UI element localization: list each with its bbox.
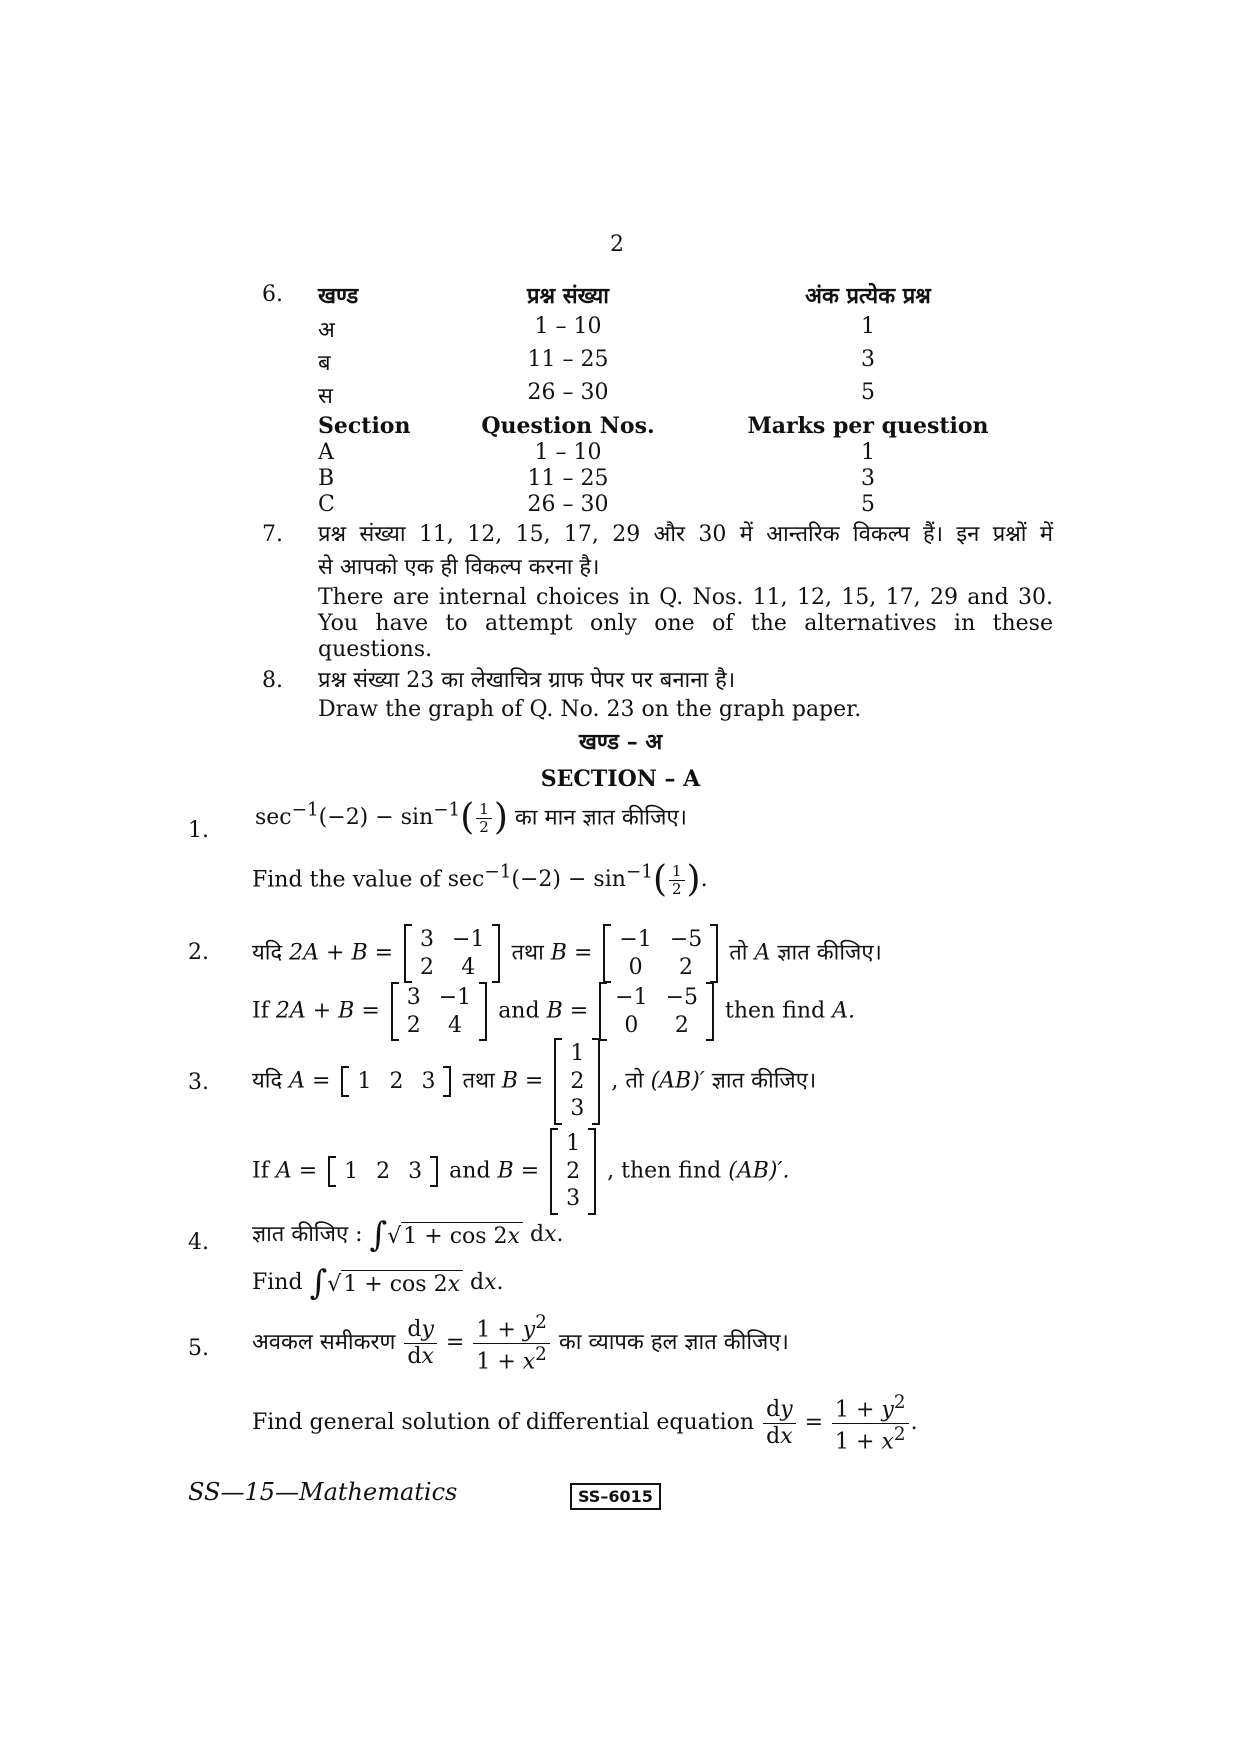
hi-header-marks: अंक प्रत्येक प्रश्न <box>805 283 931 309</box>
en-header-section: Section <box>318 413 411 439</box>
q5-hi-suffix: का व्यापक हल ज्ञात कीजिए। <box>558 1330 789 1356</box>
q2-number: 2. <box>188 940 209 965</box>
instr7-en-line3: questions. <box>318 637 433 662</box>
q3-hi-line: यदि A = 1 2 3 तथा B = 1 2 3 , तो (AB)′ ज्ञात कीजिए। <box>252 1038 816 1125</box>
q3-hi-find: ज्ञात कीजिए। <box>711 1068 817 1094</box>
table-cell: B <box>318 466 335 491</box>
q5-hi-line: अवकल समीकरण $\frac{dy}{dx}$ = $\frac{1 + y^2}{1 + x^2}$ का व्यापक हल ज्ञात कीजिए। <box>252 1312 789 1374</box>
q3-en-and: and <box>449 1158 491 1184</box>
q2-en-if: If <box>252 998 269 1024</box>
q2-en-and: and <box>498 998 540 1024</box>
instr7-number: 7. <box>262 522 283 547</box>
q3-number: 3. <box>188 1070 209 1095</box>
q1-number: 1. <box>188 818 209 843</box>
table-cell: 1 – 10 <box>534 314 602 339</box>
section-heading-hi: खण्ड – अ <box>578 729 663 755</box>
q3-en-line: If A = 1 2 3 and B = 1 2 3 , then find (AB)′. <box>252 1128 789 1215</box>
table-cell: ब <box>318 351 331 376</box>
matrix: −1 −5 0 2 <box>599 982 714 1041</box>
q1-expression: $\sec^{-1}(-2) - \sin^{-1}$( $\frac{1}{2}$ ) <box>255 797 508 839</box>
en-header-qnos: Question Nos. <box>481 413 655 439</box>
q3-en-if: If <box>252 1158 269 1184</box>
q5-en-prefix: Find general solution of differential equation <box>252 1410 755 1436</box>
q1-hi-text: का मान ज्ञात कीजिए। <box>514 805 687 831</box>
en-header-marks: Marks per question <box>747 413 989 439</box>
q3-hi-and: तथा <box>462 1068 495 1094</box>
q4-en-text: Find <box>252 1270 303 1295</box>
instr7-hi-line1: प्रश्न संख्या 11, 12, 15, 17, 29 और 30 में आन्तरिक विकल्प हैं। इन प्रश्नों में <box>318 522 1053 547</box>
table-cell: स <box>318 384 333 409</box>
instr7-en-line2: You have to attempt only one of the alternatives in these <box>318 611 1053 636</box>
q3-hi-then: , तो <box>611 1068 644 1094</box>
table-cell: 3 <box>861 466 875 491</box>
instr8-number: 8. <box>262 668 283 693</box>
instr8-hi: प्रश्न संख्या 23 का लेखाचित्र ग्राफ पेपर पर बनाना है। <box>318 668 736 693</box>
matrix: 1 2 3 <box>550 1128 596 1215</box>
q1-hi-line <box>255 797 687 839</box>
q4-number: 4. <box>188 1230 209 1255</box>
hi-header-qnos: प्रश्न संख्या <box>527 283 609 309</box>
instr6-number: 6. <box>262 282 283 307</box>
q3-en-then: , then find <box>607 1158 722 1184</box>
page-number: 2 <box>610 232 624 257</box>
table-cell: 5 <box>861 380 875 405</box>
q1-en-text: Find the value of <box>252 867 441 893</box>
table-cell: 5 <box>861 492 875 517</box>
table-cell: 1 <box>861 314 875 339</box>
matrix: −1 −5 0 2 <box>603 924 718 983</box>
q2-hi-line: यदि 2A + B = 3 −1 2 4 तथा B = −1 −5 0 2 तो A ज्ञात कीजिए। <box>252 924 882 983</box>
marks-table <box>318 280 1018 520</box>
q2-en-line: If 2A + B = 3 −1 2 4 and B = −1 −5 0 2 then find A. <box>252 982 855 1041</box>
q2-hi-and: तथा <box>511 940 544 966</box>
matrix: 1 2 3 <box>341 1066 451 1098</box>
table-cell: A <box>318 440 334 465</box>
q5-number: 5. <box>188 1336 209 1361</box>
table-cell: 1 <box>861 440 875 465</box>
table-cell: 11 – 25 <box>527 347 609 372</box>
q4-en-line: Find ∫ √ 1 + cos 2x dx. <box>252 1263 504 1303</box>
q2-en-then: then find <box>725 998 826 1024</box>
q1-expression: $\sec^{-1}(-2) - \sin^{-1}$( $\frac{1}{2}$ ). <box>447 859 708 901</box>
table-cell: अ <box>318 318 335 343</box>
hi-header-section: खण्ड <box>318 283 359 309</box>
q3-hi-if: यदि <box>252 1068 283 1094</box>
footer-subject: SS—15—Mathematics <box>188 1478 458 1506</box>
q1-en-line <box>252 859 708 901</box>
footer-code: SS–6015 <box>570 1483 661 1510</box>
table-cell: 26 – 30 <box>527 492 609 517</box>
q2-hi-if: यदि <box>252 940 283 966</box>
q2-hi-find: ज्ञात कीजिए। <box>777 940 882 966</box>
matrix: 1 2 3 <box>554 1038 600 1125</box>
section-heading-en: SECTION – A <box>540 766 701 792</box>
matrix: 3 −1 2 4 <box>391 982 487 1041</box>
table-cell: 3 <box>861 347 875 372</box>
table-cell: 26 – 30 <box>527 380 609 405</box>
q4-hi-text: ज्ञात कीजिए : <box>252 1222 363 1247</box>
matrix: 3 −1 2 4 <box>404 924 500 983</box>
matrix: 1 2 3 <box>328 1156 438 1188</box>
q5-en-line: Find general solution of differential equation $\frac{dy}{dx}$ = $\frac{1 + y^2}{1 + x^2}$ . <box>252 1392 918 1454</box>
instr8-en: Draw the graph of Q. No. 23 on the graph paper. <box>318 697 862 722</box>
q4-hi-line: ज्ञात कीजिए : ∫ √ 1 + cos 2x dx. <box>252 1215 564 1255</box>
table-cell: C <box>318 492 335 517</box>
table-cell: 1 – 10 <box>534 440 602 465</box>
instr7-en-line1: There are internal choices in Q. Nos. 11, 12, 15, 17, 29 and 30. <box>318 585 1053 610</box>
instr7-hi-line2: से आपको एक ही विकल्प करना है। <box>318 555 600 580</box>
q2-hi-then: तो <box>729 940 748 966</box>
table-cell: 11 – 25 <box>527 466 609 491</box>
q5-hi-prefix: अवकल समीकरण <box>252 1330 396 1356</box>
